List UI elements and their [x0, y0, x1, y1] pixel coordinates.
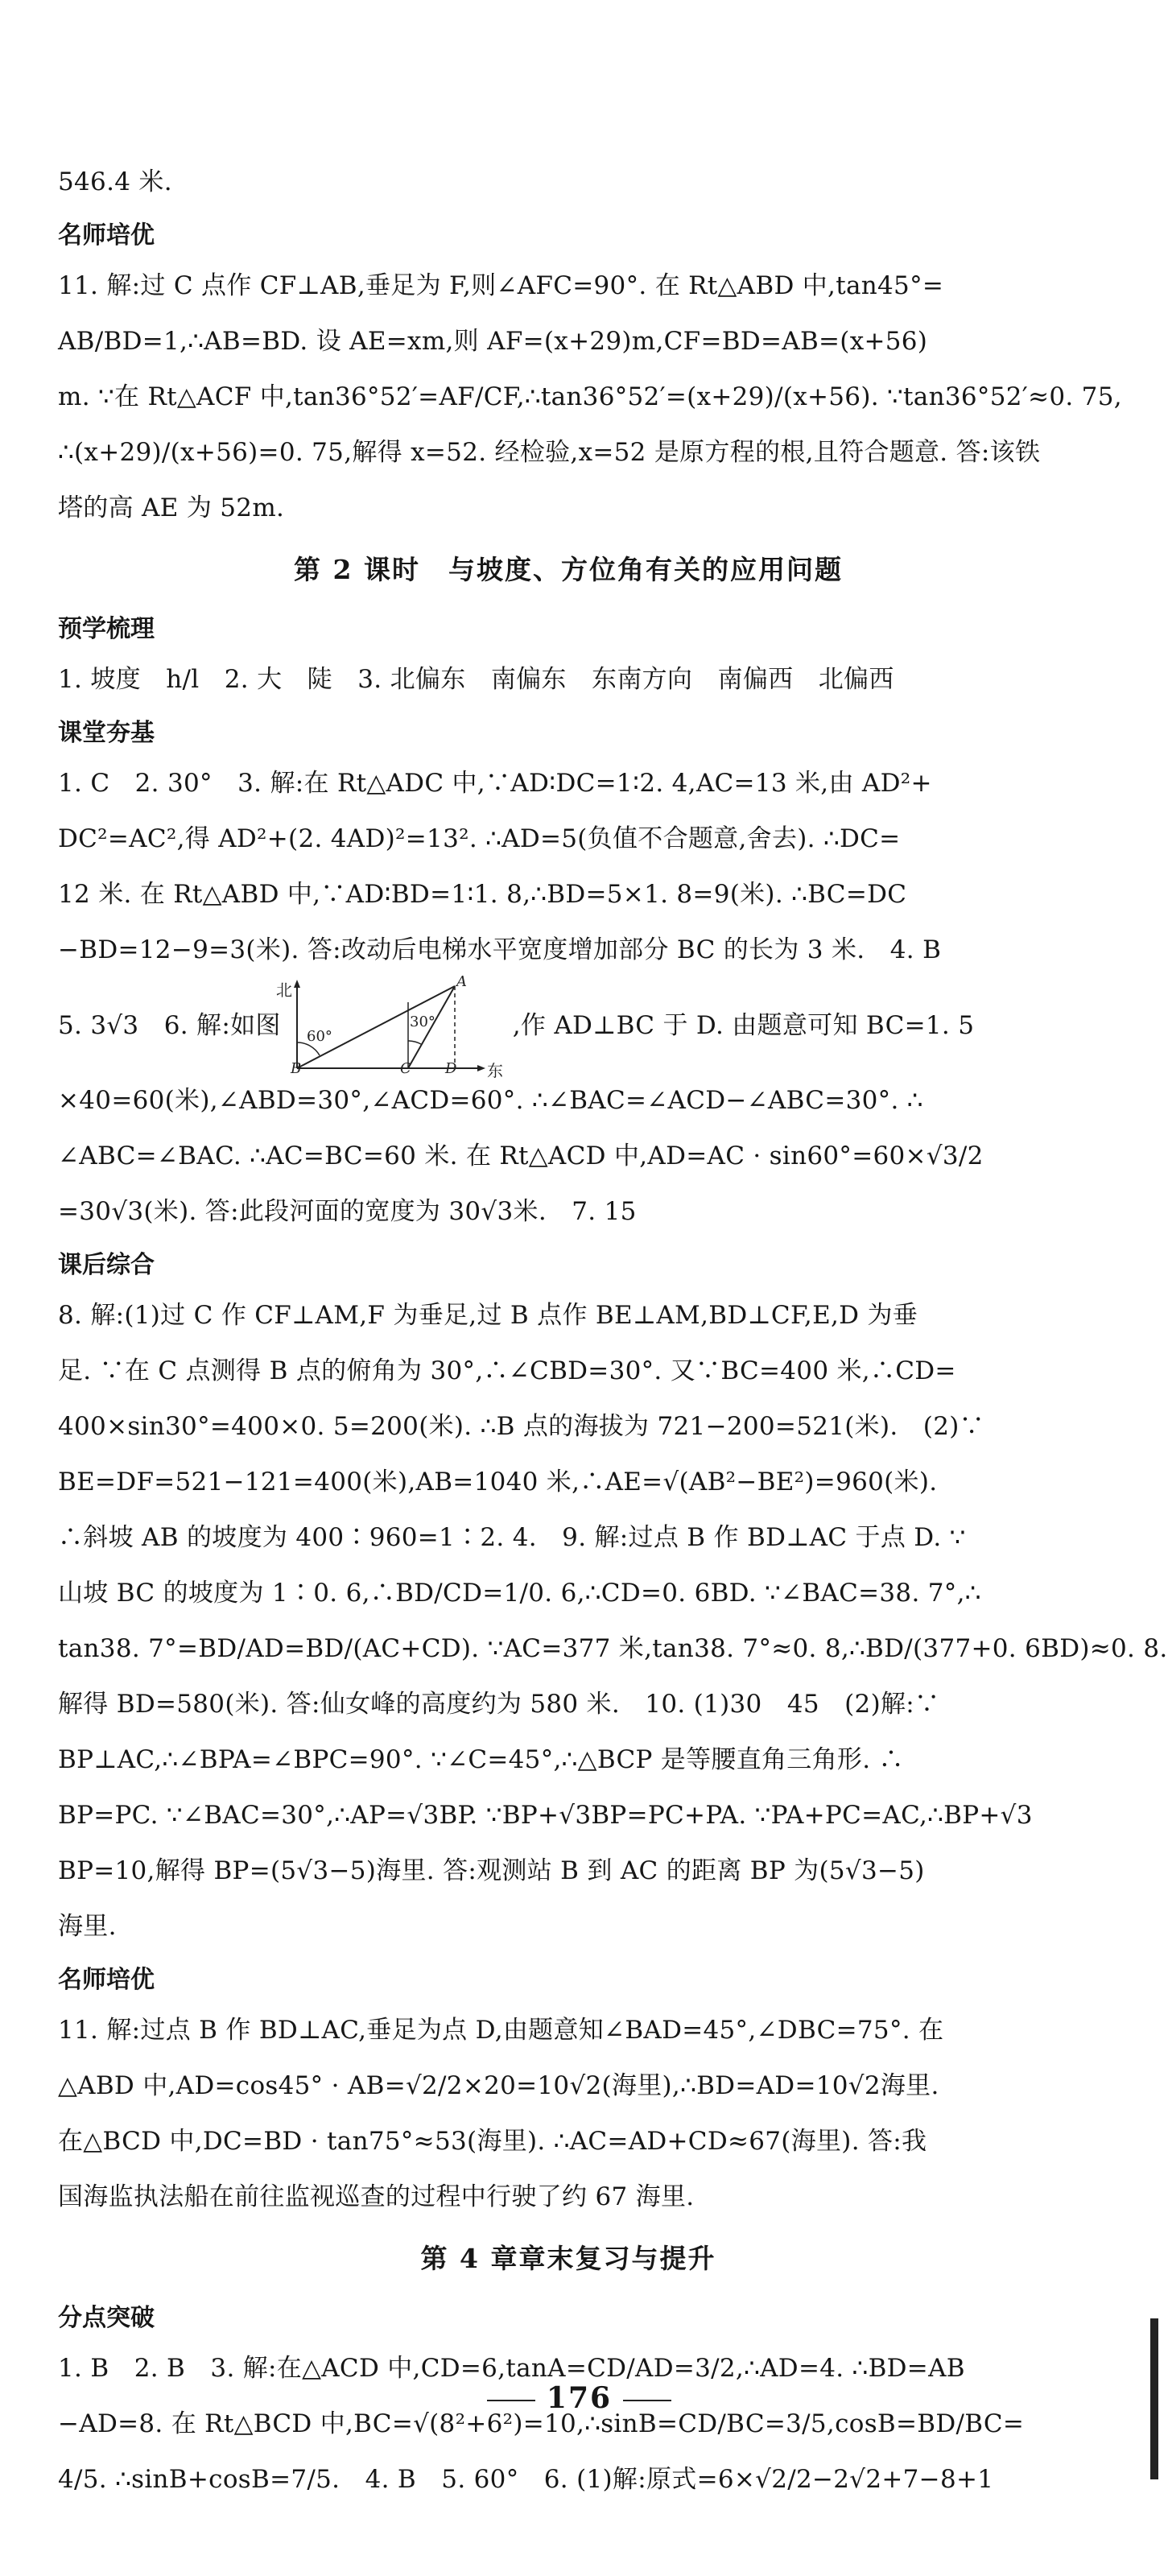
text-line: BE=DF=521−121=400(米),AB=1040 米,∴AE=√(AB²−BE²)=960(米). [58, 1468, 938, 1496]
label-b: B [290, 1060, 301, 1077]
label-east: 东 [486, 1061, 503, 1080]
text-line: DC²=AC²,得 AD²+(2. 4AD)²=13². ∴AD=5(负值不合题意,舍去). ∴DC= [58, 824, 901, 853]
angle-arc-c [408, 1041, 421, 1044]
label-angle-60: 60° [306, 1028, 332, 1045]
page-number-rule-right [623, 2400, 671, 2401]
fendian-lines [58, 2341, 1079, 2508]
question-6-lines [58, 1073, 1079, 1240]
river-figure [275, 973, 503, 1080]
page-edge-mark [1150, 2318, 1158, 2479]
text-line: 国海监执法船在前往监视巡查的过程中行驶了约 67 海里. [58, 2182, 695, 2211]
text-line: 12 米. 在 Rt△ABD 中,∵AD∶BD=1∶1. 8,∴BD=5×1. 8=9(米). ∴BC=DC [58, 880, 907, 909]
page-number-text: 176 [546, 2381, 613, 2415]
answer-content [58, 155, 1168, 2508]
text-line: 解得 BD=580(米). 答:仙女峰的高度约为 580 米. 10. (1)30 45 (2)解:∵ [58, 1690, 940, 1719]
top-lines [58, 155, 1079, 210]
east-arrow [477, 1065, 485, 1071]
ketang-lines [58, 756, 1079, 978]
text-line: 11. 解:过点 B 作 BD⊥AC,垂足为点 D,由题意知∠BAD=45°,∠DBC=75°. 在 [58, 2016, 944, 2045]
text-line: 4/5. ∴sinB+cosB=7/5. 4. B 5. 60° 6. (1)解:原式=6×√2/2−2√2+7−8+1 [58, 2465, 994, 2494]
section-heading: 课堂夯基 [58, 719, 155, 747]
text-line: −AD=8. 在 Rt△BCD 中,BC=√(8²+6²)=10,∴sinB=CD/BC=3/5,cosB=BD/BC= [58, 2409, 1025, 2438]
text-line: BP=PC. ∵∠BAC=30°,∴AP=√3BP. ∵BP+√3BP=PC+PA. ∵PA+PC=AC,∴BP+√3 [58, 1801, 1033, 1830]
north-arrow [294, 980, 300, 988]
text-line: 5. 3√3 6. 解:如图 [58, 1010, 281, 1040]
text-line: 塔的高 AE 为 52m. [58, 493, 285, 522]
label-d: D [444, 1060, 457, 1077]
section-heading: 名师培优 [58, 1966, 155, 1994]
text-line: 足. ∵在 C 点测得 B 点的俯角为 30°,∴∠CBD=30°. 又∵BC=400 米,∴CD= [58, 1356, 956, 1385]
question-11-lines [58, 258, 1122, 536]
text-line: 546.4 米. [58, 167, 172, 196]
lesson-title: 第 2 课时 与坡度、方位角有关的应用问题 [294, 554, 843, 585]
section-heading: 名师培优 [58, 221, 155, 250]
text-line: 11. 解:过 C 点作 CF⊥AB,垂足为 F,则∠AFC=90°. 在 Rt△ABD 中,tan45°= [58, 271, 944, 300]
page-number-rule-left [487, 2400, 535, 2401]
text-line: ∠ABC=∠BAC. ∴AC=BC=60 米. 在 Rt△ACD 中,AD=AC · sin60°=60×√3/2 [58, 1141, 984, 1170]
text-line: 海里. [58, 1912, 117, 1941]
text-line: AB/BD=1,∴AB=BD. 设 AE=xm,则 AF=(x+29)m,CF=BD=AB=(x+56) [58, 327, 928, 356]
text-line: 400×sin30°=400×0. 5=200(米). ∴B 点的海拔为 721−200=521(米). (2)∵ [58, 1412, 984, 1441]
text-line: ∴斜坡 AB 的坡度为 400∶960=1∶2. 4. 9. 解:过点 B 作 BD⊥AC 于点 D. ∵ [58, 1523, 966, 1552]
label-a: A [456, 973, 467, 990]
text-line: 8. 解:(1)过 C 作 CF⊥AM,F 为垂足,过 B 点作 BE⊥AM,BD⊥CF,E,D 为垂 [58, 1301, 918, 1330]
text-line: ,作 AD⊥BC 于 D. 由题意可知 BC=1. 5 [512, 1010, 975, 1040]
text-line: =30√3(米). 答:此段河面的宽度为 30√3米. 7. 15 [58, 1197, 637, 1226]
text-line: 1. B 2. B 3. 解:在△ACD 中,CD=6,tanA=CD/AD=3/2,∴AD=4. ∴BD=AB [58, 2354, 965, 2383]
text-line: BP=10,解得 BP=(5√3−5)海里. 答:观测站 B 到 AC 的距离 BP 为(5√3−5) [58, 1856, 925, 1885]
chapter-title: 第 4 章章末复习与提升 [420, 2243, 716, 2274]
text-line: ∴(x+29)/(x+56)=0. 75,解得 x=52. 经检验,x=52 是原方程的根,且符合题意. 答:该铁 [58, 438, 1041, 467]
text-line: 1. C 2. 30° 3. 解:在 Rt△ADC 中,∵AD∶DC=1∶2. 4,AC=13 米,由 AD²+ [58, 769, 932, 798]
section-heading: 分点突破 [58, 2304, 155, 2332]
label-angle-30: 30° [409, 1013, 435, 1030]
text-line: m. ∵在 Rt△ACF 中,tan36°52′=AF/CF,∴tan36°52′=(x+29)/(x+56). ∵tan36°52′≈0. 75, [58, 382, 1122, 411]
text-line: 山坡 BC 的坡度为 1∶0. 6,∴BD/CD=1/0. 6,∴CD=0. 6BD. ∵∠BAC=38. 7°,∴ [58, 1579, 981, 1608]
section-heading: 课后综合 [58, 1251, 155, 1279]
text-line: tan38. 7°=BD/AD=BD/(AC+CD). ∵AC=377 米,tan38. 7°≈0. 8,∴BD/(377+0. 6BD)≈0. 8. [58, 1634, 1168, 1663]
question-11b-lines [58, 2003, 1079, 2225]
text-line: ×40=60(米),∠ABD=30°,∠ACD=60°. ∴∠BAC=∠ACD−∠ABC=30°. ∴ [58, 1086, 923, 1115]
page-number [0, 2381, 1158, 2415]
text-line: △ABD 中,AD=cos45° · AB=√2/2×20=10√2(海里),∴BD=AD=10√2海里. [58, 2071, 939, 2100]
text-line: −BD=12−9=3(米). 答:改动后电梯水平宽度增加部分 BC 的长为 3 米. 4. B [58, 935, 942, 964]
kehou-lines [58, 1288, 1168, 1955]
text-line: 在△BCD 中,DC=BD · tan75°≈53(海里). ∴AC=AD+CD≈67(海里). 答:我 [58, 2127, 927, 2156]
label-north: 北 [275, 980, 292, 1000]
section-heading: 预学梳理 [58, 615, 155, 643]
text-line: 1. 坡度 h/l 2. 大 陡 3. 北偏东 南偏东 东南方向 南偏西 北偏西 [58, 665, 894, 694]
figure-row [58, 973, 1079, 1080]
label-c: C [399, 1060, 411, 1077]
text-line: BP⊥AC,∴∠BPA=∠BPC=90°. ∵∠C=45°,∴△BCP 是等腰直角三角形. ∴ [58, 1745, 904, 1774]
